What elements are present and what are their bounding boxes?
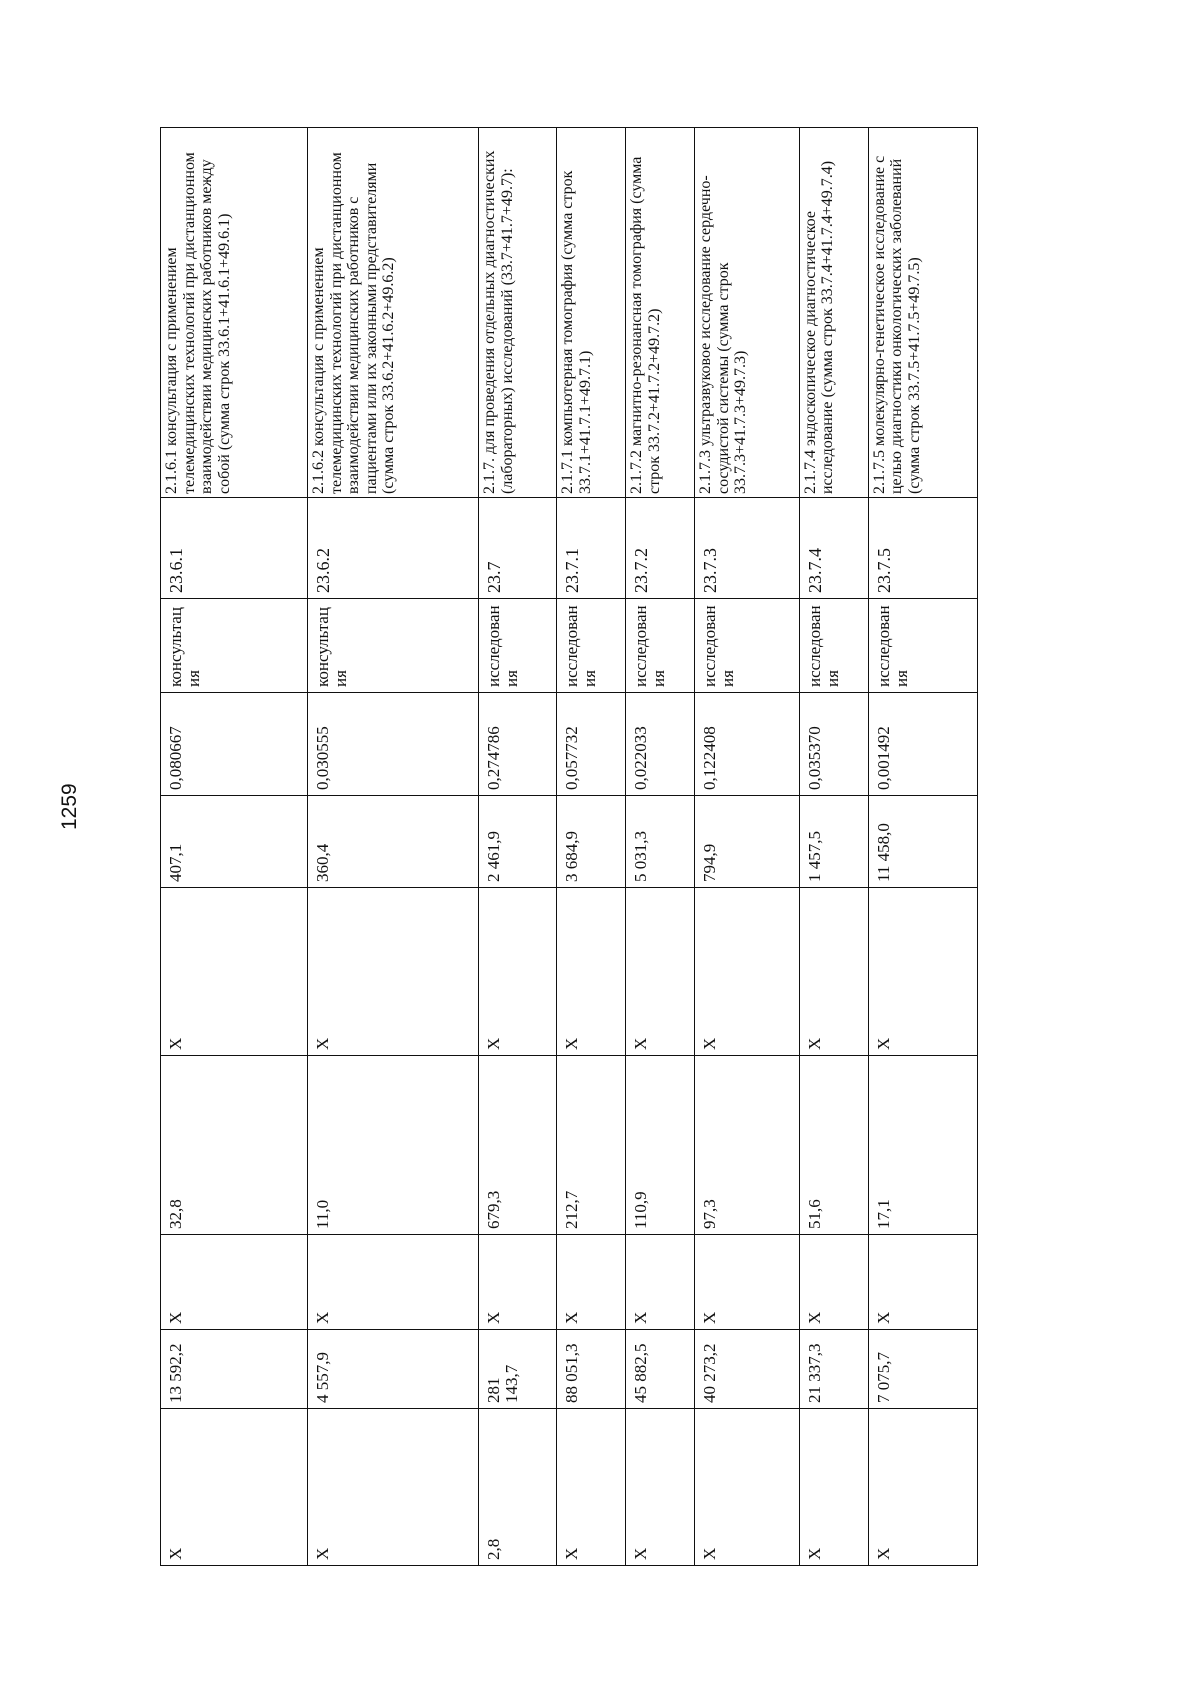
value-4-cell: 679,3 [479, 1056, 557, 1235]
code-cell: 23.7.2 [626, 498, 695, 599]
value-7-cell: X [307, 1409, 478, 1566]
description-cell: 2.1.6.1 консультация с применением телемедицинских технологий при дистанционном взаимодействии медицинских работников между собой (сумма строк 33.6.1+41.6.1+49.6.1) [161, 128, 308, 498]
table-row [695, 128, 800, 1566]
code-cell: 23.6.1 [161, 498, 308, 599]
value-7-cell: X [799, 1409, 868, 1566]
value-5-cell: X [161, 1235, 308, 1330]
code-cell: 23.7.1 [557, 498, 626, 599]
value-3-cell: X [557, 888, 626, 1056]
value-5-cell: X [626, 1235, 695, 1330]
data-table [160, 127, 978, 1566]
value-6-cell: 4 557,9 [307, 1330, 478, 1409]
value-1-cell: 0,057732 [557, 693, 626, 796]
value-2-cell: 360,4 [307, 796, 478, 888]
value-3-cell: X [868, 888, 977, 1056]
value-6-cell: 45 882,5 [626, 1330, 695, 1409]
value-6-cell: 7 075,7 [868, 1330, 977, 1409]
value-7-cell: X [626, 1409, 695, 1566]
value-2-cell: 11 458,0 [868, 796, 977, 888]
unit-cell: консультация [307, 599, 478, 693]
value-3-cell: X [799, 888, 868, 1056]
description-cell: 2.1.6.2 консультация с применением телемедицинских технологий при дистанционном взаимодействии медицинских работников с пациентами или их законными представителями (сумма строк 33.6.2+41.6.2+49.6.2) [307, 128, 478, 498]
value-4-cell: 97,3 [695, 1056, 800, 1235]
value-4-cell: 17,1 [868, 1056, 977, 1235]
value-2-cell: 3 684,9 [557, 796, 626, 888]
value-7-cell: X [868, 1409, 977, 1566]
value-5-cell: X [695, 1235, 800, 1330]
value-7-cell: X [557, 1409, 626, 1566]
value-2-cell: 1 457,5 [799, 796, 868, 888]
value-1-cell: 0,001492 [868, 693, 977, 796]
unit-cell: исследования [868, 599, 977, 693]
code-cell: 23.7.3 [695, 498, 800, 599]
code-cell: 23.7.4 [799, 498, 868, 599]
value-2-cell: 794,9 [695, 796, 800, 888]
description-cell: 2.1.7.5 молекулярно-генетическое исследование с целью диагностики онкологических заболеваний (сумма строк 33.7.5+41.7.5+49.7.5) [868, 128, 977, 498]
value-1-cell: 0,080667 [161, 693, 308, 796]
description-cell: 2.1.7.3 ультразвуковое исследование сердечно-сосудистой системы (сумма строк 33.7.3+41.7.3+49.7.3) [695, 128, 800, 498]
unit-cell: исследования [479, 599, 557, 693]
value-3-cell: X [695, 888, 800, 1056]
value-6-cell: 21 337,3 [799, 1330, 868, 1409]
unit-cell: консультация [161, 599, 308, 693]
value-5-cell: X [868, 1235, 977, 1330]
value-7-cell: 2,8 [479, 1409, 557, 1566]
code-cell: 23.7 [479, 498, 557, 599]
value-7-cell: X [161, 1409, 308, 1566]
value-6-cell: 40 273,2 [695, 1330, 800, 1409]
value-4-cell: 11,0 [307, 1056, 478, 1235]
unit-cell: исследования [695, 599, 800, 693]
value-1-cell: 0,122408 [695, 693, 800, 796]
value-1-cell: 0,035370 [799, 693, 868, 796]
value-5-cell: X [307, 1235, 478, 1330]
page-number: 1259 [58, 783, 81, 830]
value-5-cell: X [479, 1235, 557, 1330]
value-2-cell: 407,1 [161, 796, 308, 888]
value-4-cell: 212,7 [557, 1056, 626, 1235]
code-cell: 23.6.2 [307, 498, 478, 599]
table-row [799, 128, 868, 1566]
rotated-table-container [160, 128, 978, 1566]
value-2-cell: 5 031,3 [626, 796, 695, 888]
value-6-cell: 13 592,2 [161, 1330, 308, 1409]
value-5-cell: X [799, 1235, 868, 1330]
unit-cell: исследования [626, 599, 695, 693]
value-3-cell: X [307, 888, 478, 1056]
value-6-cell: 281 143,7 [479, 1330, 557, 1409]
value-4-cell: 51,6 [799, 1056, 868, 1235]
description-cell: 2.1.7.4 эндоскопическое диагностическое исследование (сумма строк 33.7.4+41.7.4+49.7.4) [799, 128, 868, 498]
unit-cell: исследования [799, 599, 868, 693]
table-row [479, 128, 557, 1566]
value-5-cell: X [557, 1235, 626, 1330]
value-7-cell: X [695, 1409, 800, 1566]
description-cell: 2.1.7.2 магнитно-резонансная томография (сумма строк 33.7.2+41.7.2+49.7.2) [626, 128, 695, 498]
value-1-cell: 0,030555 [307, 693, 478, 796]
table-row [161, 128, 308, 1566]
value-3-cell: X [626, 888, 695, 1056]
value-1-cell: 0,022033 [626, 693, 695, 796]
code-cell: 23.7.5 [868, 498, 977, 599]
unit-cell: исследования [557, 599, 626, 693]
table-row [868, 128, 977, 1566]
description-cell: 2.1.7. для проведения отдельных диагностических (лабораторных) исследований (33.7+41.7+49.7): [479, 128, 557, 498]
value-3-cell: X [161, 888, 308, 1056]
table-row [557, 128, 626, 1566]
table-row [307, 128, 478, 1566]
value-6-cell: 88 051,3 [557, 1330, 626, 1409]
value-4-cell: 110,9 [626, 1056, 695, 1235]
value-1-cell: 0,274786 [479, 693, 557, 796]
description-cell: 2.1.7.1 компьютерная томография (сумма строк 33.7.1+41.7.1+49.7.1) [557, 128, 626, 498]
table-body [161, 128, 978, 1566]
table-row [626, 128, 695, 1566]
value-3-cell: X [479, 888, 557, 1056]
value-2-cell: 2 461,9 [479, 796, 557, 888]
value-4-cell: 32,8 [161, 1056, 308, 1235]
